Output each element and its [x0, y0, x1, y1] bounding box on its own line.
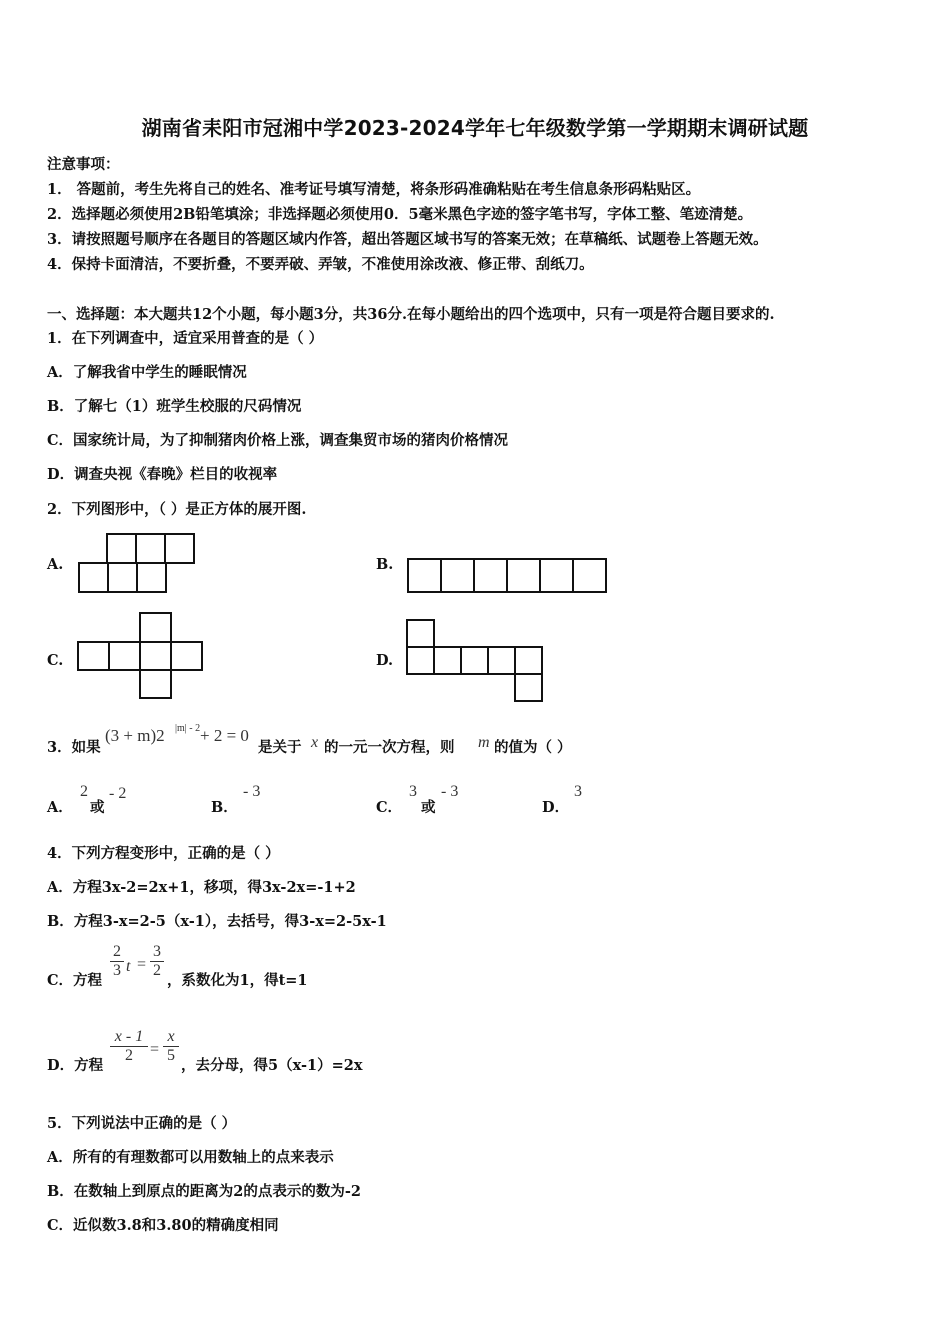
q2-option-c-label: C.: [47, 652, 64, 669]
q4-c-denominator-right: 2: [150, 961, 164, 980]
q3-option-a-value2: - 2: [109, 785, 127, 802]
q3-option-d-label: D．: [542, 799, 570, 816]
q4-d-fraction-right: [163, 1028, 179, 1065]
q4-c-equals: =: [137, 956, 147, 973]
q3-expr-rest: + 2 = 0: [200, 726, 249, 745]
q4-option-c-prefix: C．方程: [47, 972, 103, 989]
q3-option-a-value1: 2: [80, 783, 88, 800]
page-title: 湖南省耒阳市冠湘中学2023-2024学年七年级数学第一学期期末调研试题: [141, 116, 809, 140]
q3-option-d-value: 3: [574, 783, 582, 800]
q4-c-numerator-left: 2: [113, 943, 121, 960]
q3-stem-mid: 是关于: [258, 739, 302, 756]
q3-stem-mid2: 的一元一次方程，则: [324, 739, 455, 756]
q4-stem: 4．下列方程变形中，正确的是（ ）: [47, 845, 280, 862]
notice-item-4: 4．保持卡面清洁，不要折叠，不要弄破、弄皱，不准使用涂改液、修正带、刮纸刀。: [47, 256, 594, 273]
q4-option-c-suffix: ，系数化为1，得t=1: [167, 972, 308, 989]
q2-net-d: [406, 619, 546, 703]
section-heading: 一、选择题：本大题共12个小题，每小题3分，共36分.在每小题给出的四个选项中，只有一项是符合题目要求的.: [47, 306, 775, 323]
q3-option-a-or: 或: [90, 799, 105, 816]
q4-option-b: B．方程3-x=2-5（x-1），去括号，得3-x=2-5x-1: [47, 913, 387, 930]
q3-option-c-value1: 3: [409, 783, 417, 800]
q4-c-denominator-left: 3: [110, 961, 124, 980]
q5-stem: 5．下列说法中正确的是（ ）: [47, 1115, 237, 1132]
q3-option-a-label: A．: [47, 799, 73, 816]
notice-heading: 注意事项：: [47, 156, 120, 173]
q3-stem-suffix: 的值为（ ）: [494, 739, 572, 756]
q4-option-a: A．方程3x-2=2x+1，移项，得3x-2x=-1+2: [47, 879, 356, 896]
q3-option-b-value: - 3: [243, 783, 261, 800]
q2-stem: 2．下列图形中，（ ）是正方体的展开图.: [47, 501, 307, 518]
notice-item-2: 2．选择题必须使用2B铅笔填涂；非选择题必须使用0．5毫米黑色字迹的签字笔书写，字体工整、笔迹清楚。: [47, 206, 753, 223]
q3-option-c-or: 或: [421, 799, 436, 816]
q5-option-c: C．近似数3.8和3.80的精确度相同: [47, 1217, 279, 1234]
q4-option-d-prefix: D．方程: [47, 1057, 104, 1074]
q1-stem: 1．在下列调查中，适宜采用普查的是（ ）: [47, 330, 324, 347]
q1-option-a: A．了解我省中学生的睡眠情况: [47, 364, 247, 381]
q1-option-b: B．了解七（1）班学生校服的尺码情况: [47, 398, 302, 415]
notice-item-1: 1． 答题前，考生先将自己的姓名、准考证号填写清楚，将条形码准确粘贴在考生信息条形码粘贴区。: [47, 181, 701, 198]
q4-c-fraction-left: [110, 943, 124, 980]
q5-option-b: B．在数轴上到原点的距离为2的点表示的数为-2: [47, 1183, 361, 1200]
q1-option-c: C．国家统计局，为了抑制猪肉价格上涨，调查集贸市场的猪肉价格情况: [47, 432, 509, 449]
q3-option-c-value2: - 3: [441, 783, 459, 800]
q3-var-x: x: [311, 734, 319, 751]
q4-c-numerator-right: 3: [153, 943, 161, 960]
q2-net-c: [77, 612, 209, 700]
q4-c-variable-t: t: [126, 958, 131, 975]
q4-d-fraction-left: [110, 1028, 148, 1065]
q4-d-denominator-left: 2: [110, 1046, 148, 1065]
q4-option-d-suffix: ，去分母，得5（x-1）=2x: [181, 1057, 363, 1074]
q4-d-numerator-right: x: [167, 1028, 175, 1045]
q2-net-a: [78, 533, 198, 595]
q3-expr-base: (3 + m)2: [105, 726, 165, 745]
q1-option-d: D．调查央视《春晚》栏目的收视率: [47, 466, 278, 483]
q2-option-d-label: D.: [376, 652, 394, 669]
q3-expr-exponent: |m| - 2: [175, 723, 201, 734]
q5-option-a: A．所有的有理数都可以用数轴上的点来表示: [47, 1149, 334, 1166]
q3-option-b-label: B．: [211, 799, 238, 816]
q3-var-m: m: [478, 734, 490, 751]
q4-d-numerator-left: x - 1: [114, 1028, 144, 1045]
q2-net-b: [407, 558, 611, 594]
q3-option-c-label: C．: [376, 799, 403, 816]
q2-option-a-label: A.: [47, 556, 64, 573]
notice-item-3: 3．请按照题号顺序在各题目的答题区域内作答，超出答题区域书写的答案无效；在草稿纸、试题卷上答题无效。: [47, 231, 768, 248]
q2-option-b-label: B.: [376, 556, 394, 573]
q4-d-equals: =: [150, 1041, 160, 1058]
q4-d-denominator-right: 5: [163, 1046, 179, 1065]
q3-stem-prefix: 3．如果: [47, 739, 101, 756]
q4-c-fraction-right: [150, 943, 164, 980]
